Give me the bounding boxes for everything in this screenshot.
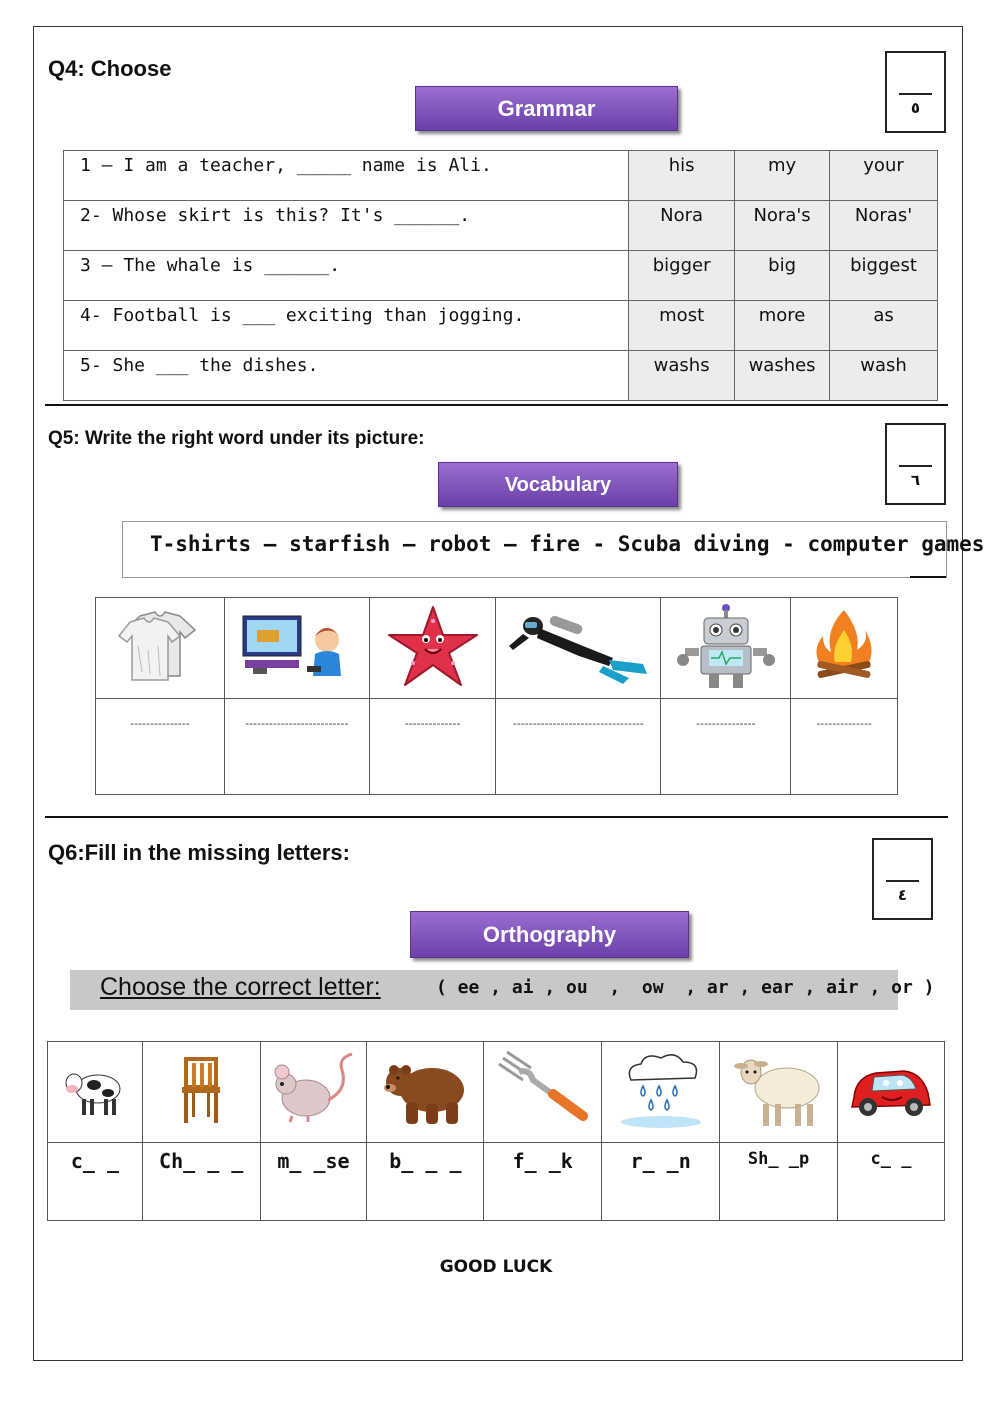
grammar-table (63, 150, 938, 401)
option-2[interactable]: Nora's (735, 201, 830, 251)
option-2[interactable]: more (735, 301, 830, 351)
answer-blank[interactable]: -------------------------- (224, 699, 369, 795)
option-2[interactable]: my (735, 151, 830, 201)
rain-icon (611, 1050, 711, 1130)
word-blank[interactable]: c_ _ (48, 1143, 143, 1221)
word-blank[interactable]: m_ _se (260, 1143, 367, 1221)
choose-label: Choose the correct letter: (100, 973, 381, 1001)
picture-row (96, 598, 898, 699)
bear-icon (380, 1050, 470, 1130)
table-row (64, 201, 938, 251)
word-blank[interactable]: Ch_ _ _ (142, 1143, 260, 1221)
section-divider (45, 816, 948, 818)
option-1[interactable]: bigger (629, 251, 735, 301)
grammar-banner: Grammar (415, 86, 678, 131)
answer-blank[interactable]: -------------- (369, 699, 496, 795)
fire-icon (809, 606, 879, 686)
chair-icon (176, 1055, 226, 1125)
cow-icon (60, 1055, 130, 1125)
option-2[interactable]: big (735, 251, 830, 301)
q5-score-value: ٦ (910, 471, 921, 489)
mouse-icon (268, 1050, 358, 1130)
sheep-icon (729, 1048, 829, 1132)
q4-title: Q4: Choose (48, 56, 172, 81)
q4-score-box (885, 51, 946, 133)
picture-row (48, 1042, 945, 1143)
q5-score-box (885, 423, 946, 505)
option-3[interactable]: as (830, 301, 938, 351)
choose-letter-bar (70, 970, 935, 1010)
vocabulary-banner: Vocabulary (438, 462, 678, 507)
word-bank-text: T-shirts – starfish – robot – fire - Scuba diving - computer games (150, 532, 985, 556)
answer-blank[interactable]: --------------------------------- (496, 699, 661, 795)
option-3[interactable]: biggest (830, 251, 938, 301)
footer-good-luck: GOOD LUCK (439, 1257, 553, 1277)
vocabulary-table (95, 597, 898, 795)
table-row (64, 351, 938, 401)
word-blank[interactable]: Sh_ _p (720, 1143, 838, 1221)
question-text: 1 – I am a teacher, _____ name is Ali. (64, 151, 629, 201)
table-row (64, 251, 938, 301)
fork-icon (493, 1050, 593, 1130)
table-row (64, 151, 938, 201)
question-text: 3 – The whale is ______. (64, 251, 629, 301)
q4-score-value: ٥ (910, 99, 921, 117)
word-bank (122, 521, 985, 578)
question-text: 2- Whose skirt is this? It's ______. (64, 201, 629, 251)
orthography-table (47, 1041, 945, 1221)
table-row (64, 301, 938, 351)
option-1[interactable]: washs (629, 351, 735, 401)
car-icon (846, 1055, 936, 1125)
option-3[interactable]: Noras' (830, 201, 938, 251)
word-blank[interactable]: r_ _n (602, 1143, 720, 1221)
robot-icon (671, 602, 781, 690)
answer-blank[interactable]: --------------- (661, 699, 791, 795)
q5-title: Q5: Write the right word under its picture: (48, 428, 425, 449)
orthography-banner: Orthography (410, 911, 689, 958)
computer-games-icon (237, 606, 357, 686)
word-blank[interactable]: b_ _ _ (367, 1143, 484, 1221)
option-2[interactable]: washes (735, 351, 830, 401)
option-3[interactable]: your (830, 151, 938, 201)
q6-score-box (872, 838, 933, 920)
section-divider (45, 404, 948, 406)
answer-row (48, 1143, 945, 1221)
option-1[interactable]: his (629, 151, 735, 201)
word-blank[interactable]: c_ _ (838, 1143, 945, 1221)
starfish-icon (383, 603, 483, 689)
word-blank[interactable]: f_ _k (484, 1143, 602, 1221)
question-text: 4- Football is ___ exciting than jogging. (64, 301, 629, 351)
scuba-diver-icon (503, 606, 653, 686)
option-3[interactable]: wash (830, 351, 938, 401)
answer-blank[interactable]: -------------- (791, 699, 898, 795)
t-shirts-icon (110, 606, 210, 686)
question-text: 5- She ___ the dishes. (64, 351, 629, 401)
q6-score-value: ٤ (897, 886, 908, 904)
q6-title: Q6:Fill in the missing letters: (48, 840, 350, 865)
answer-blank[interactable]: --------------- (96, 699, 225, 795)
option-1[interactable]: most (629, 301, 735, 351)
answer-row (96, 699, 898, 795)
letter-options: ( ee , ai , ou , ow , ar , ear , air , or ) (436, 977, 935, 998)
option-1[interactable]: Nora (629, 201, 735, 251)
